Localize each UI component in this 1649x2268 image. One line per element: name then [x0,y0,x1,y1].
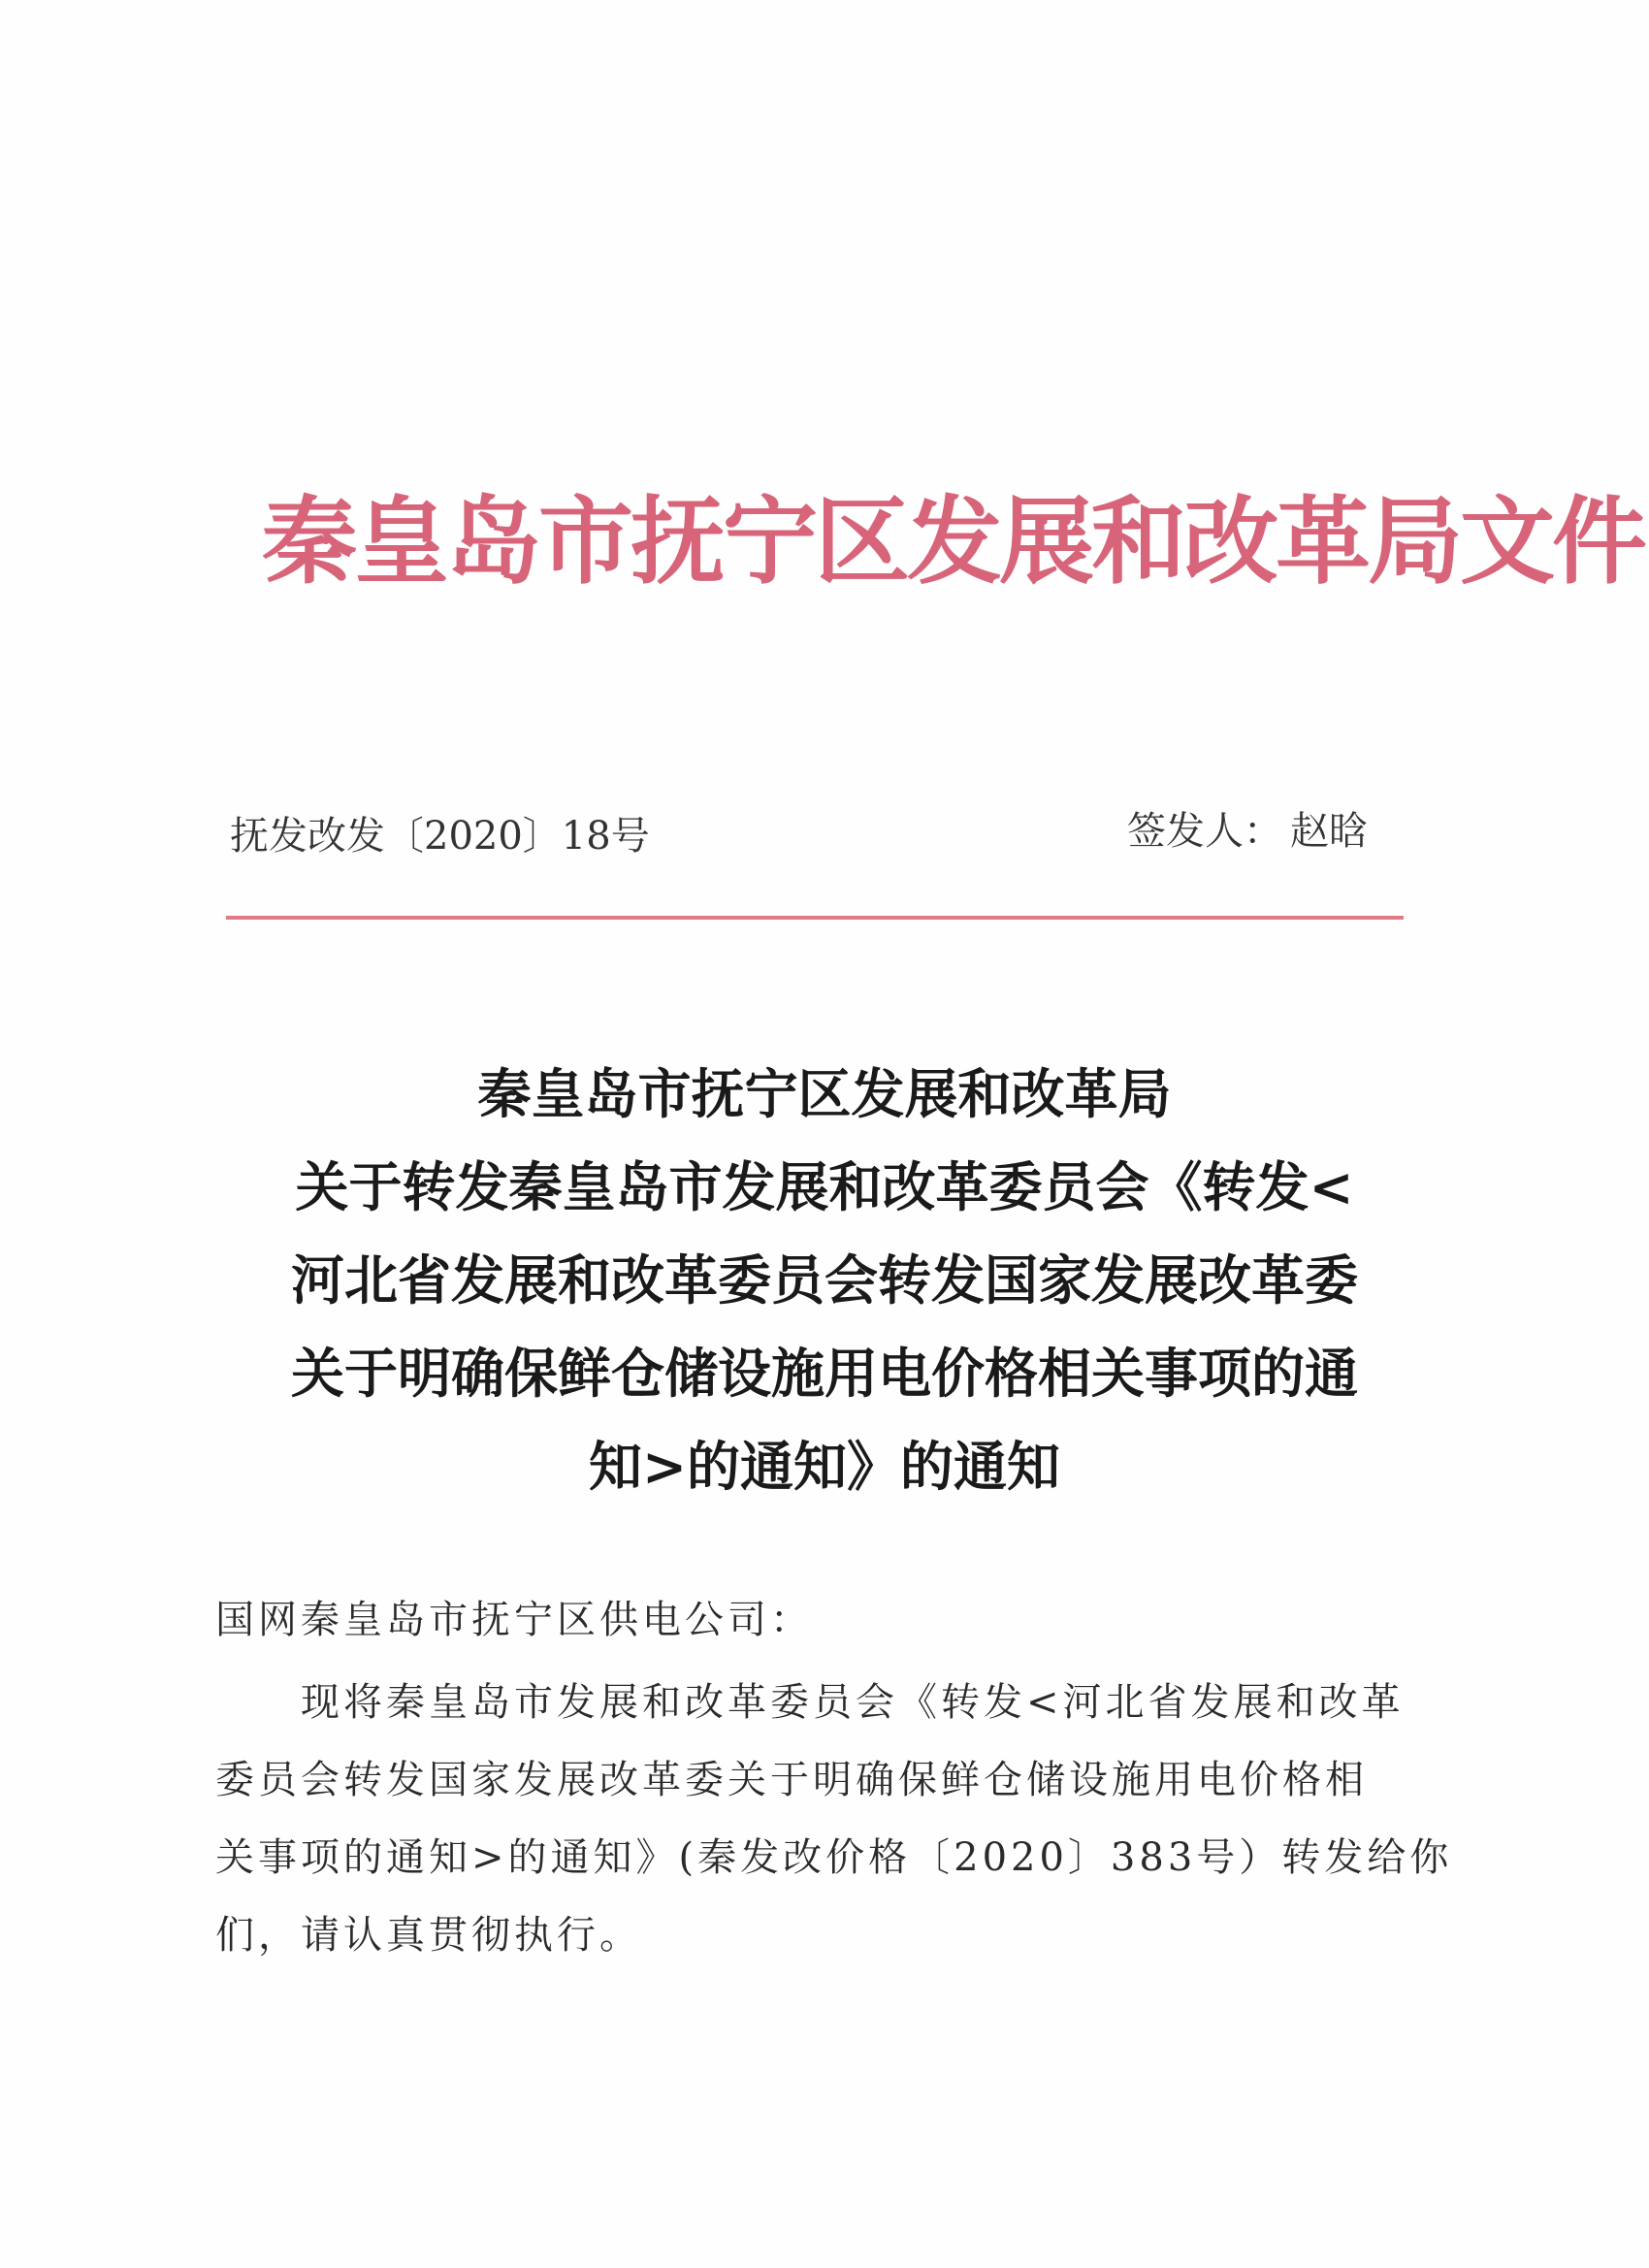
signer-name: 赵晗 [1290,809,1368,854]
signer-block [1127,800,1368,856]
notice-title-line: 河北省发展和改革委员会转发国家发展改革委 [290,1248,1358,1312]
salutation: 国网秦皇岛市抚宁区供电公司： [215,1598,813,1642]
body-line: 委员会转发国家发展改革委关于明确保鲜仓储设施用电价格相 [215,1758,1368,1802]
notice-title-line: 知>的通知》的通知 [588,1435,1061,1498]
body-line: 现将秦皇岛市发展和改革委员会《转发<河北省发展和改革 [301,1680,1405,1725]
notice-title [194,1048,1455,1513]
red-divider-rule [226,916,1404,920]
agency-header-title: 秦皇岛市抚宁区发展和改革局文件 [262,486,1645,598]
body-line: 关事项的通知>的通知》(秦发改价格〔2020〕383号）转发给你 [215,1835,1453,1880]
notice-title-line: 关于明确保鲜仓储设施用电价格相关事项的通 [290,1342,1358,1405]
signer-label: 签发人： [1127,809,1282,854]
notice-title-line: 秦皇岛市抚宁区发展和改革局 [477,1062,1172,1125]
document-number: 抚发改发〔2020〕18号 [230,814,650,859]
notice-title-line: 关于转发秦皇岛市发展和改革委员会《转发< [295,1155,1354,1218]
body-line: 们，请认真贯彻执行。 [215,1913,642,1958]
body-paragraph [215,1664,1453,1974]
